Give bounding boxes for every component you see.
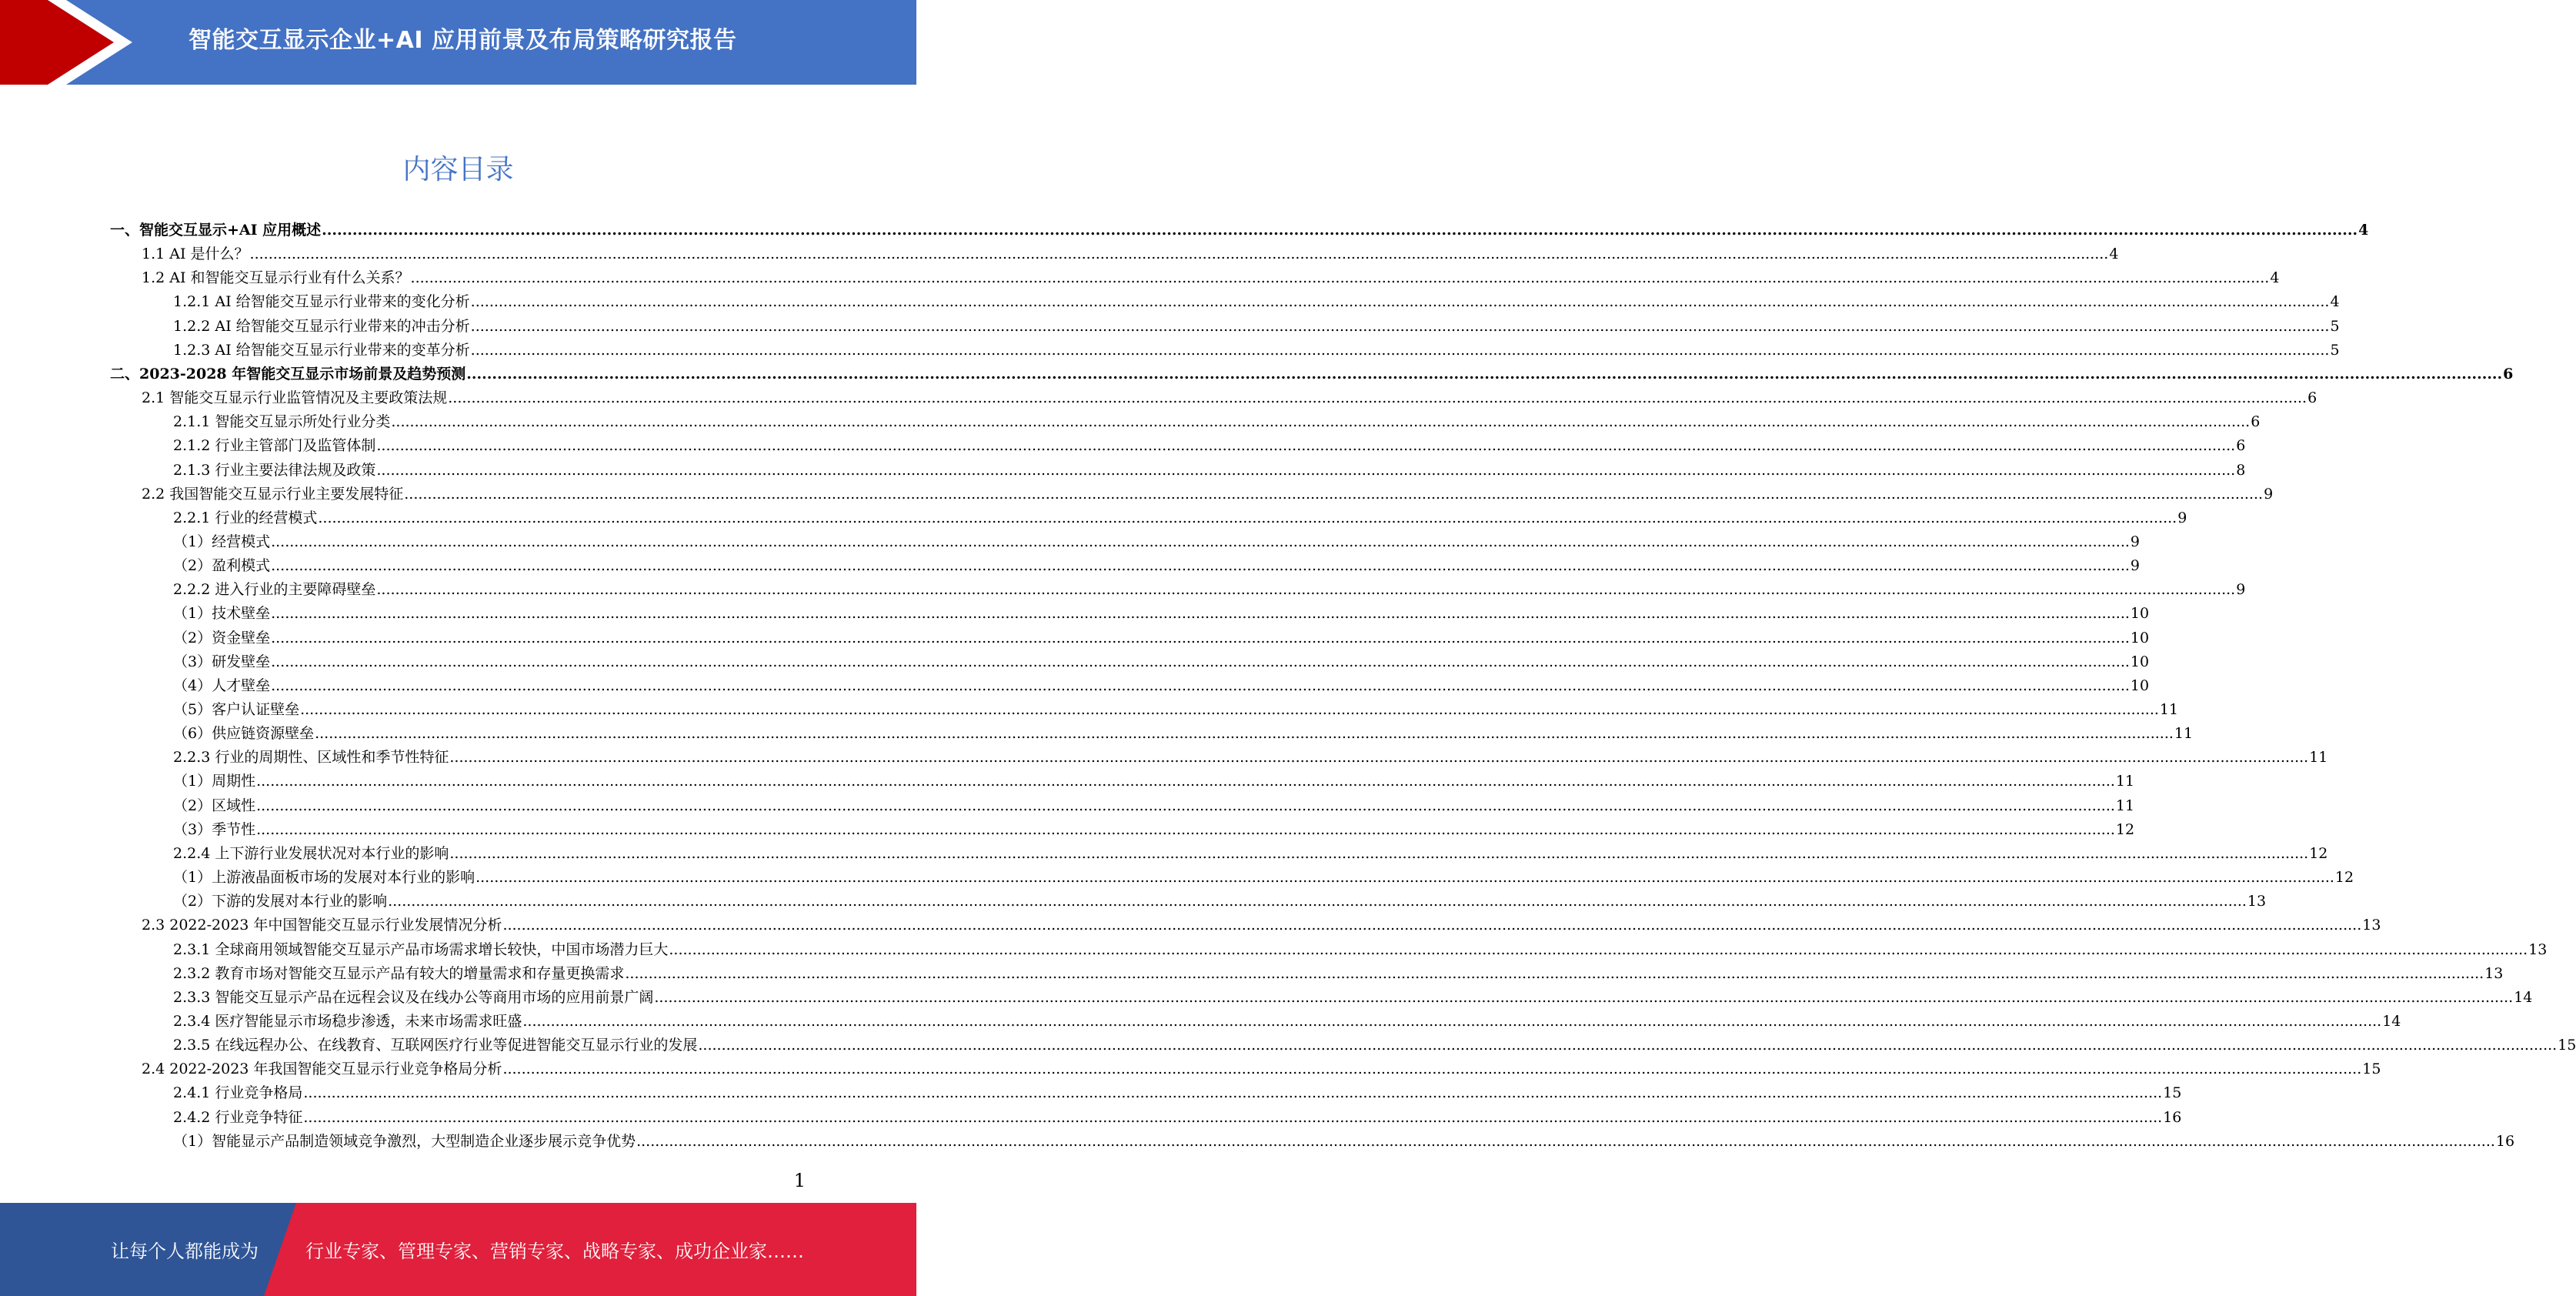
toc-entry[interactable] <box>173 530 2141 554</box>
toc-entry[interactable] <box>173 746 2328 770</box>
footer-slogan-right: 行业专家、管理专家、营销专家、战略专家、成功企业家…… <box>305 1241 804 1262</box>
toc-entry[interactable] <box>110 219 2369 242</box>
toc-entry[interactable] <box>173 506 2187 530</box>
toc-entry-page: 12 <box>2115 820 2135 838</box>
toc-entry-title: 2.1.2 行业主管部门及监管体制 <box>173 437 376 455</box>
toc-leader-dots: ................................................................................................................................................................................................................................................................................................................................................................................................................ <box>376 461 2236 479</box>
toc-entry[interactable] <box>173 339 2340 362</box>
toc-entry[interactable] <box>173 1106 2182 1130</box>
toc-entry-title: 二、2023-2028 年智能交互显示市场前景及趋势预测 <box>110 365 466 382</box>
toc-entry-page: 15 <box>2362 1061 2381 1078</box>
toc-heading: 内容目录 <box>402 154 514 185</box>
toc-entry-page: 15 <box>2558 1037 2576 1054</box>
toc-entry-title: 1.2.1 AI 给智能交互显示行业带来的变化分析 <box>173 293 470 311</box>
toc-entry-title: （6）供应链资源壁垒 <box>173 725 315 743</box>
toc-entry[interactable] <box>173 554 2141 578</box>
toc-entry-title: 2.3.3 智能交互显示产品在远程会议及在线办公等商用市场的应用前景广阔 <box>173 988 654 1006</box>
toc-leader-dots: ................................................................................................................................................................................................................................................................................................................................................................................................................ <box>249 246 2109 263</box>
toc-leader-dots: ................................................................................................................................................................................................................................................................................................................................................................................................................ <box>303 1108 2163 1126</box>
toc-leader-dots: ................................................................................................................................................................................................................................................................................................................................................................................................................ <box>636 1132 2495 1150</box>
toc-entry-page: 10 <box>2130 676 2150 694</box>
toc-entry[interactable] <box>173 866 2354 890</box>
toc-leader-dots: ................................................................................................................................................................................................................................................................................................................................................................................................................ <box>470 341 2330 359</box>
toc-entry-page: 12 <box>2309 844 2328 862</box>
toc-leader-dots: ................................................................................................................................................................................................................................................................................................................................................................................................................ <box>303 1084 2163 1102</box>
toc-leader-dots: ................................................................................................................................................................................................................................................................................................................................................................................................................ <box>322 222 2358 239</box>
toc-entry[interactable] <box>173 626 2150 650</box>
toc-entry-title: （2）资金壁垒 <box>173 629 271 646</box>
toc-entry-title: （2）盈利模式 <box>173 557 271 575</box>
toc-leader-dots: ................................................................................................................................................................................................................................................................................................................................................................................................................ <box>391 413 2251 431</box>
toc-leader-dots: ................................................................................................................................................................................................................................................................................................................................................................................................................ <box>669 940 2528 958</box>
toc-entry[interactable] <box>142 266 2280 290</box>
toc-entry-page: 9 <box>2130 557 2141 575</box>
toc-entry[interactable] <box>173 602 2150 626</box>
toc-entry[interactable] <box>173 698 2179 722</box>
toc-leader-dots: ................................................................................................................................................................................................................................................................................................................................................................................................................ <box>522 1012 2382 1030</box>
toc-entry-title: 2.4 2022-2023 年我国智能交互显示行业竞争格局分析 <box>142 1061 502 1078</box>
toc-entry-page: 15 <box>2163 1084 2182 1102</box>
toc-entry-title: （3）季节性 <box>173 820 256 838</box>
toc-entry-page: 9 <box>2130 533 2141 550</box>
toc-entry[interactable] <box>173 842 2328 866</box>
toc-entry[interactable] <box>142 483 2274 506</box>
toc-entry[interactable] <box>173 818 2135 842</box>
toc-entry-title: 2.3.2 教育市场对智能交互显示产品有较大的增量需求和存量更换需求 <box>173 964 625 982</box>
toc-entry-page: 5 <box>2330 341 2340 359</box>
toc-entry-title: 1.2.3 AI 给智能交互显示行业带来的变革分析 <box>173 341 470 359</box>
toc-entry-title: 2.4.2 行业竞争特征 <box>173 1108 303 1126</box>
toc-entry-page: 11 <box>2174 725 2194 743</box>
toc-leader-dots: ................................................................................................................................................................................................................................................................................................................................................................................................................ <box>388 893 2247 910</box>
toc-leader-dots: ................................................................................................................................................................................................................................................................................................................................................................................................................ <box>271 629 2130 646</box>
toc-entry-page: 11 <box>2115 797 2135 814</box>
toc-entry[interactable] <box>142 386 2317 410</box>
toc-entry-title: 1.1 AI 是什么？ <box>142 246 249 263</box>
toc-entry-page: 13 <box>2362 917 2381 934</box>
toc-entry[interactable] <box>142 242 2119 266</box>
toc-entry[interactable] <box>110 362 2514 386</box>
toc-entry-page: 4 <box>2270 269 2280 287</box>
toc-entry-title: （2）区域性 <box>173 797 256 814</box>
toc-entry-page: 6 <box>2236 437 2246 455</box>
toc-entry-title: 2.1.1 智能交互显示所处行业分类 <box>173 413 391 431</box>
toc-leader-dots: ................................................................................................................................................................................................................................................................................................................................................................................................................ <box>376 581 2236 599</box>
toc-leader-dots: ................................................................................................................................................................................................................................................................................................................................................................................................................ <box>654 988 2514 1006</box>
toc-entry-title: （1）经营模式 <box>173 533 271 550</box>
toc-leader-dots: ................................................................................................................................................................................................................................................................................................................................................................................................................ <box>625 964 2484 982</box>
toc-leader-dots: ................................................................................................................................................................................................................................................................................................................................................................................................................ <box>256 773 2115 790</box>
toc-entry[interactable] <box>173 578 2246 602</box>
toc-leader-dots: ................................................................................................................................................................................................................................................................................................................................................................................................................ <box>410 269 2270 287</box>
toc-entry-page: 11 <box>2115 773 2135 790</box>
toc-entry-title: 2.4.1 行业竞争格局 <box>173 1084 303 1102</box>
toc-entry-page: 5 <box>2330 317 2340 335</box>
toc-entry[interactable] <box>173 770 2135 793</box>
toc-entry-title: 1.2.2 AI 给智能交互显示行业带来的冲击分析 <box>173 317 470 335</box>
toc-entry-title: 2.3.5 在线远程办公、在线教育、互联网医疗行业等促进智能交互显示行业的发展 <box>173 1037 698 1054</box>
toc-entry-title: （5）客户认证壁垒 <box>173 701 300 718</box>
toc-entry[interactable] <box>173 650 2150 674</box>
toc-entry-page: 9 <box>2177 509 2187 526</box>
toc-entry-page: 4 <box>2330 293 2340 311</box>
toc-leader-dots: ................................................................................................................................................................................................................................................................................................................................................................................................................ <box>271 557 2130 575</box>
toc-entry-title: （1）智能显示产品制造领域竞争激烈，大型制造企业逐步展示竞争优势 <box>173 1132 636 1150</box>
toc-leader-dots: ................................................................................................................................................................................................................................................................................................................................................................................................................ <box>300 701 2159 718</box>
toc-leader-dots: ................................................................................................................................................................................................................................................................................................................................................................................................................ <box>271 605 2130 623</box>
toc-entry-title: 2.2.1 行业的经营模式 <box>173 509 318 526</box>
toc-leader-dots: ................................................................................................................................................................................................................................................................................................................................................................................................................ <box>448 389 2307 407</box>
toc-leader-dots: ................................................................................................................................................................................................................................................................................................................................................................................................................ <box>470 317 2330 335</box>
toc-leader-dots: ................................................................................................................................................................................................................................................................................................................................................................................................................ <box>318 509 2177 526</box>
toc-leader-dots: ................................................................................................................................................................................................................................................................................................................................................................................................................ <box>376 437 2236 455</box>
toc-leader-dots: ................................................................................................................................................................................................................................................................................................................................................................................................................ <box>271 676 2130 694</box>
toc-entry[interactable] <box>173 962 2504 986</box>
toc-entry[interactable] <box>173 290 2340 314</box>
toc-entry-page: 4 <box>2358 222 2369 239</box>
toc-entry[interactable] <box>173 1010 2401 1034</box>
toc-entry[interactable] <box>173 315 2340 339</box>
toc-entry-title: 1.2 AI 和智能交互显示行业有什么关系？ <box>142 269 410 287</box>
toc-entry-title: 2.2.2 进入行业的主要障碍壁垒 <box>173 581 376 599</box>
toc-leader-dots: ................................................................................................................................................................................................................................................................................................................................................................................................................ <box>466 365 2503 382</box>
toc-entry-page: 9 <box>2236 581 2246 599</box>
toc-entry-page: 14 <box>2382 1012 2401 1030</box>
header-band <box>0 0 916 85</box>
toc-leader-dots: ................................................................................................................................................................................................................................................................................................................................................................................................................ <box>502 917 2362 934</box>
toc-entry[interactable] <box>173 1130 2515 1154</box>
toc-leader-dots: ................................................................................................................................................................................................................................................................................................................................................................................................................ <box>449 749 2309 767</box>
footer-band <box>0 1203 916 1296</box>
toc-leader-dots: ................................................................................................................................................................................................................................................................................................................................................................................................................ <box>470 293 2330 311</box>
toc-entry-title: 2.3 2022-2023 年中国智能交互显示行业发展情况分析 <box>142 917 502 934</box>
toc-entry-title: 2.1 智能交互显示行业监管情况及主要政策法规 <box>142 389 448 407</box>
toc-leader-dots: ................................................................................................................................................................................................................................................................................................................................................................................................................ <box>502 1061 2362 1078</box>
toc-entry-page: 11 <box>2159 701 2179 718</box>
toc-leader-dots: ................................................................................................................................................................................................................................................................................................................................................................................................................ <box>256 820 2115 838</box>
toc-leader-dots: ................................................................................................................................................................................................................................................................................................................................................................................................................ <box>315 725 2174 743</box>
toc-entry-page: 13 <box>2247 893 2267 910</box>
toc-entry-page: 10 <box>2130 653 2150 670</box>
toc-entry-title: （2）下游的发展对本行业的影响 <box>173 893 388 910</box>
toc-entry[interactable] <box>142 1057 2381 1081</box>
toc-entry-page: 12 <box>2334 869 2354 887</box>
toc-entry-title: （1）周期性 <box>173 773 256 790</box>
toc-entry-page: 11 <box>2309 749 2328 767</box>
toc-leader-dots: ................................................................................................................................................................................................................................................................................................................................................................................................................ <box>256 797 2115 814</box>
toc-entry-page: 8 <box>2236 461 2246 479</box>
toc-entry-title: （3）研发壁垒 <box>173 653 271 670</box>
toc-entry-page: 16 <box>2495 1132 2515 1150</box>
toc-entry-title: 一、智能交互显示+AI 应用概述 <box>110 222 322 239</box>
footer-slogan-left: 让每个人都能成为 <box>111 1241 259 1262</box>
toc-entry[interactable] <box>173 890 2267 914</box>
toc-leader-dots: ................................................................................................................................................................................................................................................................................................................................................................................................................ <box>404 485 2264 503</box>
toc-entry-page: 10 <box>2130 605 2150 623</box>
toc-entry-page: 13 <box>2484 964 2504 982</box>
toc-leader-dots: ................................................................................................................................................................................................................................................................................................................................................................................................................ <box>271 533 2130 550</box>
toc-entry[interactable] <box>173 1081 2182 1105</box>
toc-leader-dots: ................................................................................................................................................................................................................................................................................................................................................................................................................ <box>449 844 2309 862</box>
toc-entry-page: 6 <box>2307 389 2317 407</box>
toc-entry-page: 10 <box>2130 629 2150 646</box>
toc-entry[interactable] <box>173 722 2194 746</box>
toc-entry-page: 4 <box>2109 246 2119 263</box>
toc-entry[interactable] <box>173 434 2246 458</box>
toc-entry[interactable] <box>173 1034 2576 1057</box>
toc-entry-title: 2.2 我国智能交互显示行业主要发展特征 <box>142 485 404 503</box>
toc-entry-title: （1）技术壁垒 <box>173 605 271 623</box>
toc-entry[interactable] <box>173 938 2548 962</box>
toc-entry-page: 6 <box>2251 413 2261 431</box>
toc-entry[interactable] <box>173 986 2533 1010</box>
toc-entry-title: （1）上游液晶面板市场的发展对本行业的影响 <box>173 869 475 887</box>
toc-entry-title: 2.2.3 行业的周期性、区域性和季节性特征 <box>173 749 449 767</box>
toc-entry-title: 2.3.4 医疗智能显示市场稳步渗透，未来市场需求旺盛 <box>173 1012 522 1030</box>
toc-entry-title: （4）人才壁垒 <box>173 676 271 694</box>
toc-entry[interactable] <box>173 674 2150 698</box>
report-title: 智能交互显示企业+AI 应用前景及布局策略研究报告 <box>189 27 737 54</box>
toc-entry-page: 6 <box>2503 365 2514 382</box>
toc-entry-page: 14 <box>2514 988 2533 1006</box>
toc-entry-page: 9 <box>2264 485 2274 503</box>
toc-entry-title: 2.1.3 行业主要法律法规及政策 <box>173 461 376 479</box>
toc-entry-page: 16 <box>2163 1108 2182 1126</box>
page-number: 1 <box>793 1170 806 1191</box>
toc-leader-dots: ................................................................................................................................................................................................................................................................................................................................................................................................................ <box>698 1037 2558 1054</box>
toc-entry[interactable] <box>173 410 2261 434</box>
toc-leader-dots: ................................................................................................................................................................................................................................................................................................................................................................................................................ <box>475 869 2334 887</box>
toc-entry[interactable] <box>173 459 2246 483</box>
toc-entry[interactable] <box>142 914 2381 937</box>
toc-entry[interactable] <box>173 794 2135 818</box>
toc-entry-title: 2.2.4 上下游行业发展状况对本行业的影响 <box>173 844 449 862</box>
toc-entry-title: 2.3.1 全球商用领域智能交互显示产品市场需求增长较快，中国市场潜力巨大 <box>173 940 669 958</box>
toc-entry-page: 13 <box>2528 940 2548 958</box>
toc-leader-dots: ................................................................................................................................................................................................................................................................................................................................................................................................................ <box>271 653 2130 670</box>
